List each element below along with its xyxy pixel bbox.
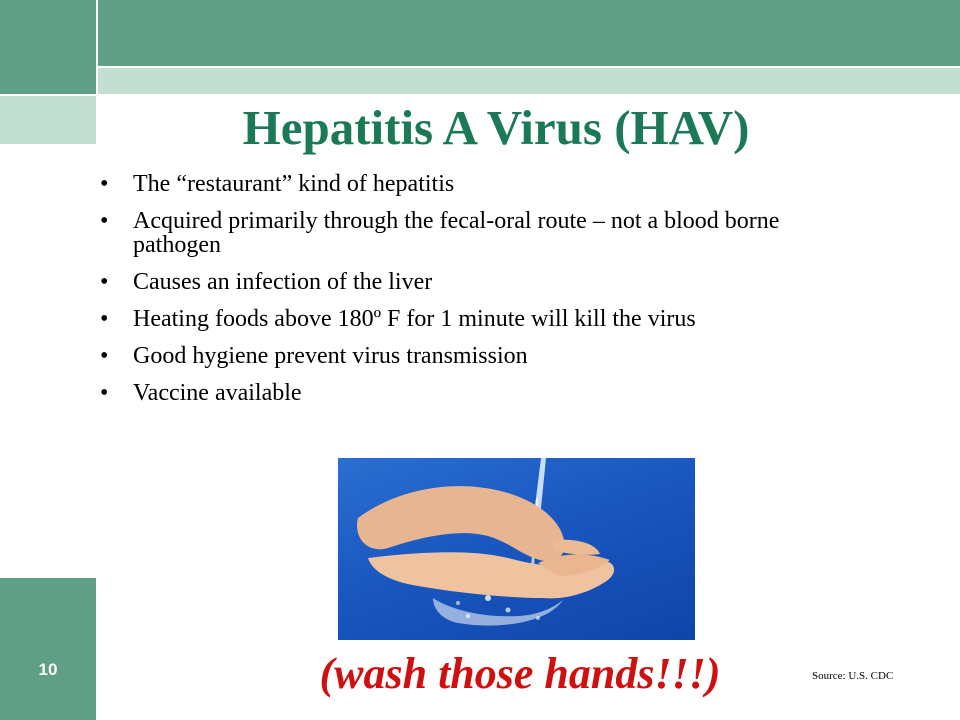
left-bar-light (0, 96, 96, 144)
bullet-icon: • (100, 306, 109, 332)
bullet-item (100, 172, 850, 196)
bullet-item (100, 344, 850, 368)
slide-title: Hepatitis A Virus (HAV) (242, 100, 750, 155)
bullet-text: Acquired primarily through the fecal-oral route – not a blood borne pathogen (133, 208, 780, 258)
bullet-icon: • (100, 171, 109, 197)
bullet-text: Causes an infection of the liver (133, 269, 433, 295)
left-bar-bottom (0, 578, 96, 720)
bullet-item (100, 307, 850, 331)
bullet-item (100, 381, 850, 405)
bullet-list (100, 172, 850, 418)
hands-illustration (338, 458, 695, 640)
bullet-text: Good hygiene prevent virus transmission (133, 343, 528, 369)
bullet-text: Heating foods above 180º F for 1 minute will kill the virus (133, 306, 696, 332)
bullet-icon: • (100, 269, 109, 295)
bullet-icon: • (100, 208, 109, 234)
slide-number: 10 (38, 660, 58, 679)
caption: (wash those hands!!!) (319, 649, 721, 698)
hand-washing-image (338, 458, 695, 640)
bullet-text: Vaccine available (133, 380, 302, 406)
left-bar-top (0, 0, 96, 94)
bullet-icon: • (100, 343, 109, 369)
bullet-text: The “restaurant” kind of hepatitis (133, 171, 455, 197)
top-bar (98, 0, 960, 66)
bullet-item (100, 270, 850, 294)
bullet-icon: • (100, 380, 109, 406)
bullet-item (100, 209, 850, 257)
source-note: Source: U.S. CDC (812, 670, 894, 682)
top-bar-light (98, 68, 960, 94)
